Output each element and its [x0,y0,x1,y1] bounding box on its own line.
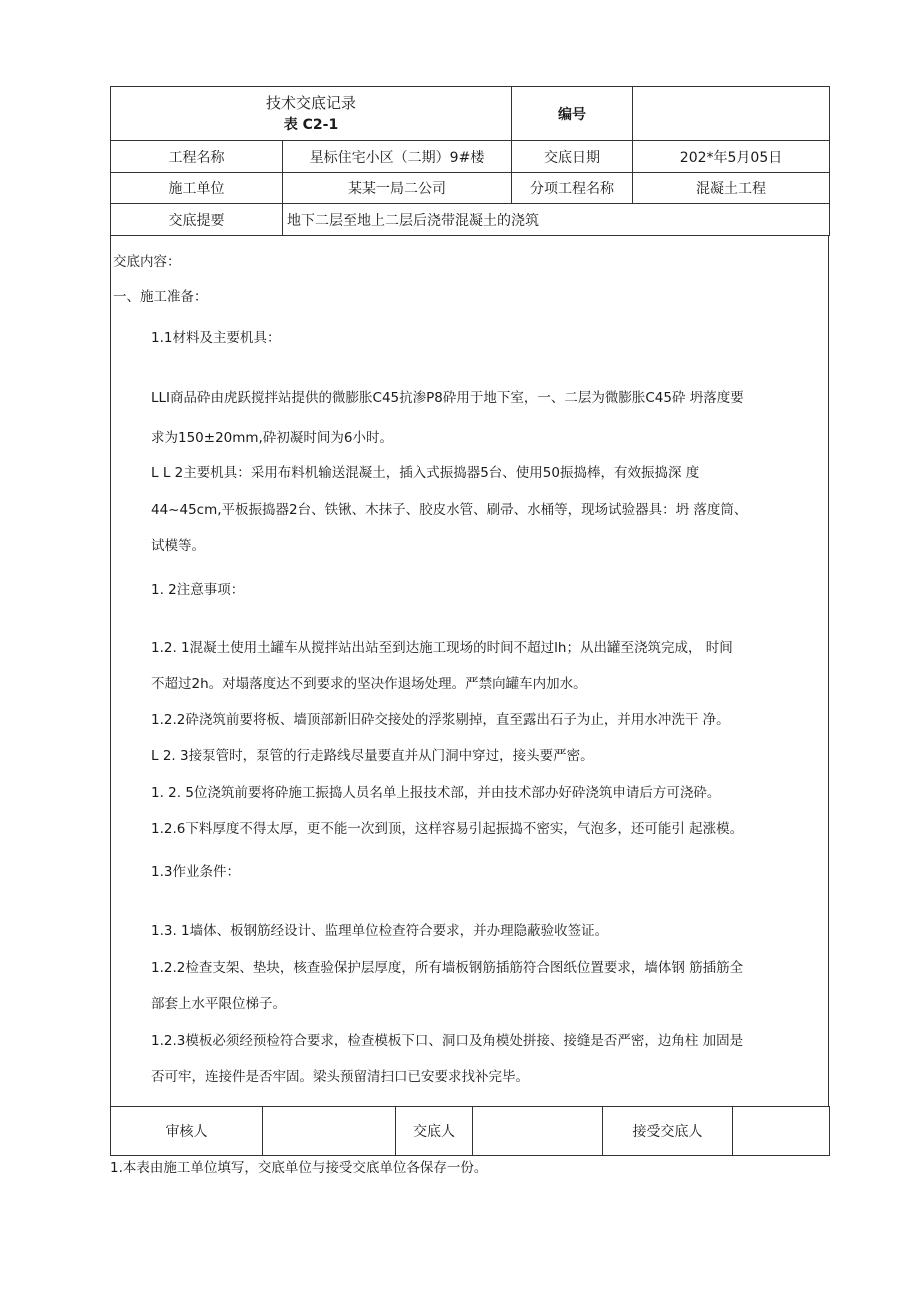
content-line: 不超过2h。对塌落度达不到要求的坚决作退场处理。严禁向罐车内加水。 [151,676,587,692]
content-line: L L 2主要机具：采用布料机输送混凝土，插入式振捣器5台、使用50振捣棒，有效振捣深 度 [151,465,700,481]
project-name-label: 工程名称 [111,141,283,173]
content-line: 1.2.3模板必须经预检符合要求，检查模板下口、洞口及角模处拼接、接缝是否严密，边角柱 加固是 [151,1033,744,1049]
project-name-value[interactable]: 星标住宅小区（二期）9#楼 [283,141,512,173]
content-line: 44~45cm,平板振捣器2台、铁锹、木抹子、胶皮水管、刷帚、水桶等，现场试验器具：坍 落度筒、 [151,502,748,518]
content-line: L 2. 3接泵管时，泵管的行走路线尽量要直并从门洞中穿过，接头要严密。 [151,748,594,764]
signature-table [110,1106,830,1156]
summary-label: 交底提要 [111,204,283,236]
contractor-label: 施工单位 [111,173,283,204]
content-line: 1.3. 1墙体、板钢筋经设计、监理单位检查符合要求，并办理隐蔽验收签证。 [151,923,609,939]
content-line: 1. 2注意事项： [151,582,245,598]
content-line: LLI商品砕由虎跃搅拌站提供的微膨胀C45抗渗P8砕用于地下室，一、二层为微膨胀C45砕 坍落度要 [151,390,744,406]
number-value[interactable] [633,87,830,141]
content-line: 1.2.2检查支架、垫块，核查验保护层厚度，所有墙板钢筋插筋符合图纸位置要求，墙体钢 筋插筋全 [151,960,744,976]
content-line: 一、施工准备： [113,289,208,305]
discloser-label: 交底人 [396,1107,473,1156]
content-line: 1.2.2砕浇筑前要将板、墙顶部新旧砕交接处的浮浆剔掉，直至露出石子为止，并用水冲洗干 净。 [151,712,730,728]
number-label: 编号 [512,87,633,141]
header-table [110,86,830,236]
content-line: 部套上水平限位梯子。 [151,996,286,1012]
receiver-label: 接受交底人 [603,1107,733,1156]
summary-value[interactable]: 地下二层至地上二层后浇带混凝土的浇筑 [283,204,830,236]
content-line: 1.3作业条件： [151,864,240,880]
receiver-signature[interactable] [733,1107,830,1156]
content-line: 1.1材料及主要机具： [151,330,281,346]
content-line: 1.2.6下料厚度不得太厚，更不能一次到顶，这样容易引起振捣不密实，气泡多，还可能引 起涨模。 [151,821,744,837]
title-cell [111,87,512,141]
content-line: 1.2. 1混凝土使用土罐车从搅拌站出站至到达施工现场的时间不超过lh；从出罐至浇筑完成， 时间 [151,640,733,656]
discloser-signature[interactable] [473,1107,603,1156]
form-number: 表 C2-1 [283,116,339,133]
content-line: 试模等。 [151,538,205,554]
disclosure-content [110,236,829,1106]
reviewer-label: 审核人 [111,1107,263,1156]
content-line: 交底内容： [113,254,181,270]
technical-disclosure-form [110,86,829,1156]
content-line: 1. 2. 5位浇筑前要将砕施工振捣人员名单上报技术部，并由技术部办好砕浇筑申请后方可浇砕。 [151,785,721,801]
document-title: 技术交底记录 [266,93,357,112]
reviewer-signature[interactable] [263,1107,396,1156]
date-value[interactable]: 202*年5月05日 [633,141,830,173]
sub-project-value[interactable]: 混凝土工程 [633,173,830,204]
date-label: 交底日期 [512,141,633,173]
footnote: 1.本表由施工单位填写，交底单位与接受交底单位各保存一份。 [110,1160,488,1176]
content-line: 求为150±20mm,砕初凝时间为6小时。 [151,430,393,446]
content-line: 否可牢，连接件是否牢固。梁头预留清扫口已安要求找补完毕。 [151,1069,529,1085]
contractor-value[interactable]: 某某一局二公司 [283,173,512,204]
sub-project-label: 分项工程名称 [512,173,633,204]
